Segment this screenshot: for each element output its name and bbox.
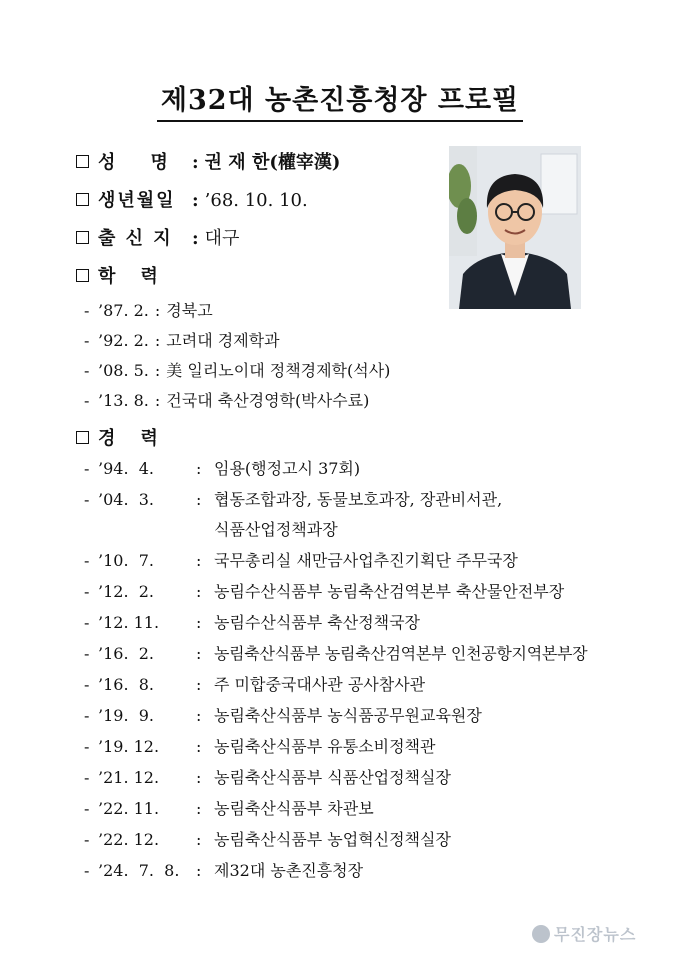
career-text: 농림수산식품부 농림축산검역본부 축산물안전부장 <box>214 582 565 601</box>
watermark <box>532 922 636 945</box>
checkbox-square-icon <box>76 193 89 206</box>
watermark-logo-icon <box>532 925 550 943</box>
career-text: 농림축산식품부 유통소비정책관 <box>214 737 436 756</box>
career-item: - ’16. 2. : 농림축산식품부 농림축산검역본부 인천공항지역본부장 <box>84 644 588 663</box>
career-item: - ’19. 9. : 농림축산식품부 농식품공무원교육원장 <box>84 706 482 725</box>
education-text: 경북고 <box>166 301 213 320</box>
section-header-label: 경 력 <box>98 428 158 449</box>
career-item: - ’16. 8. : 주 미합중국대사관 공사참사관 <box>84 675 426 694</box>
career-item: - ’22. 12. : 농림축산식품부 농업혁신정책실장 <box>84 830 451 849</box>
field-hometown <box>76 228 239 250</box>
career-text-continued: 식품산업정책과장 <box>214 520 338 539</box>
career-date: ’10. 7. <box>98 551 154 570</box>
career-item: - ’10. 7. : 국무총리실 새만금사업추진기획단 주무국장 <box>84 551 518 570</box>
career-text: 주 미합중국대사관 공사참사관 <box>214 675 426 694</box>
field-value: 대구 <box>204 228 240 249</box>
separator: : <box>192 152 199 173</box>
separator: : <box>192 228 199 249</box>
career-text: 협동조합과장, 동물보호과장, 장관비서관, <box>214 490 503 509</box>
portrait-illustration <box>449 146 581 309</box>
career-date: ’12. 2. <box>98 582 154 601</box>
career-date: ’94. 4. <box>98 459 154 478</box>
field-label: 출 신 지 <box>98 228 173 249</box>
checkbox-square-icon <box>76 431 89 444</box>
career-text: 농림축산식품부 농림축산검역본부 인천공항지역본부장 <box>214 644 588 663</box>
career-date: ’12. 11. <box>98 613 160 632</box>
career-item: - ’04. 3. : 협동조합과장, 동물보호과장, 장관비서관, <box>84 490 503 509</box>
separator: : <box>192 190 199 211</box>
checkbox-square-icon <box>76 231 89 244</box>
watermark-text: 무진장뉴스 <box>554 925 637 944</box>
field-name <box>76 152 340 174</box>
field-label: 성 명 <box>98 152 170 173</box>
career-text: 농림수산식품부 축산정책국장 <box>214 613 421 632</box>
career-date: ’21. 12. <box>98 768 160 787</box>
career-date: ’24. 7. 8. <box>98 861 180 880</box>
career-item: - ’12. 11. : 농림수산식품부 축산정책국장 <box>84 613 421 632</box>
document-title-wrap <box>0 78 680 117</box>
education-date: ’87. 2. <box>98 301 149 320</box>
career-text: 농림축산식품부 농식품공무원교육원장 <box>214 706 482 725</box>
checkbox-square-icon <box>76 155 89 168</box>
education-item: - ’13. 8. : 건국대 축산경영학(박사수료) <box>84 391 370 410</box>
career-item: - ’21. 12. : 농림축산식품부 식품산업정책실장 <box>84 768 451 787</box>
field-value: ’68. 10. 10. <box>204 190 308 211</box>
education-item: - ’87. 2. : 경북고 <box>84 301 213 320</box>
education-text: 美 일리노이대 정책경제학(석사) <box>166 361 391 380</box>
field-value: 권 재 한(權宰漢) <box>204 152 341 173</box>
career-date: ’16. 8. <box>98 675 154 694</box>
document-title: 제32대 농촌진흥청장 프로필 <box>157 85 523 122</box>
career-item: - ’94. 4. : 임용(행정고시 37회) <box>84 459 361 478</box>
career-item: - ’12. 2. : 농림수산식품부 농림축산검역본부 축산물안전부장 <box>84 582 565 601</box>
career-text: 농림축산식품부 식품산업정책실장 <box>214 768 451 787</box>
education-header <box>76 266 158 288</box>
career-date: ’04. 3. <box>98 490 154 509</box>
career-date: ’22. 11. <box>98 799 160 818</box>
career-text: 국무총리실 새만금사업추진기획단 주무국장 <box>214 551 518 570</box>
education-text: 고려대 경제학과 <box>166 331 280 350</box>
career-item: - ’22. 11. : 농림축산식품부 차관보 <box>84 799 374 818</box>
checkbox-square-icon <box>76 269 89 282</box>
career-date: ’19. 9. <box>98 706 154 725</box>
education-item: - ’92. 2. : 고려대 경제학과 <box>84 331 280 350</box>
education-date: ’92. 2. <box>98 331 149 350</box>
career-date: ’16. 2. <box>98 644 154 663</box>
education-text: 건국대 축산경영학(박사수료) <box>166 391 370 410</box>
field-birthdate <box>76 190 308 212</box>
career-header <box>76 428 158 450</box>
career-text: 임용(행정고시 37회) <box>214 459 361 478</box>
field-label: 생년월일 <box>98 190 176 211</box>
portrait-photo <box>449 146 581 309</box>
career-item: - ’19. 12. : 농림축산식품부 유통소비정책관 <box>84 737 436 756</box>
career-item: - ’24. 7. 8. : 제32대 농촌진흥청장 <box>84 861 364 880</box>
career-text: 농림축산식품부 농업혁신정책실장 <box>214 830 451 849</box>
section-header-label: 학 력 <box>98 266 158 287</box>
career-date: ’22. 12. <box>98 830 160 849</box>
education-date: ’08. 5. <box>98 361 149 380</box>
education-item: - ’08. 5. : 美 일리노이대 정책경제학(석사) <box>84 361 391 380</box>
career-text: 제32대 농촌진흥청장 <box>214 861 364 880</box>
education-date: ’13. 8. <box>98 391 149 410</box>
career-date: ’19. 12. <box>98 737 160 756</box>
career-text: 농림축산식품부 차관보 <box>214 799 374 818</box>
